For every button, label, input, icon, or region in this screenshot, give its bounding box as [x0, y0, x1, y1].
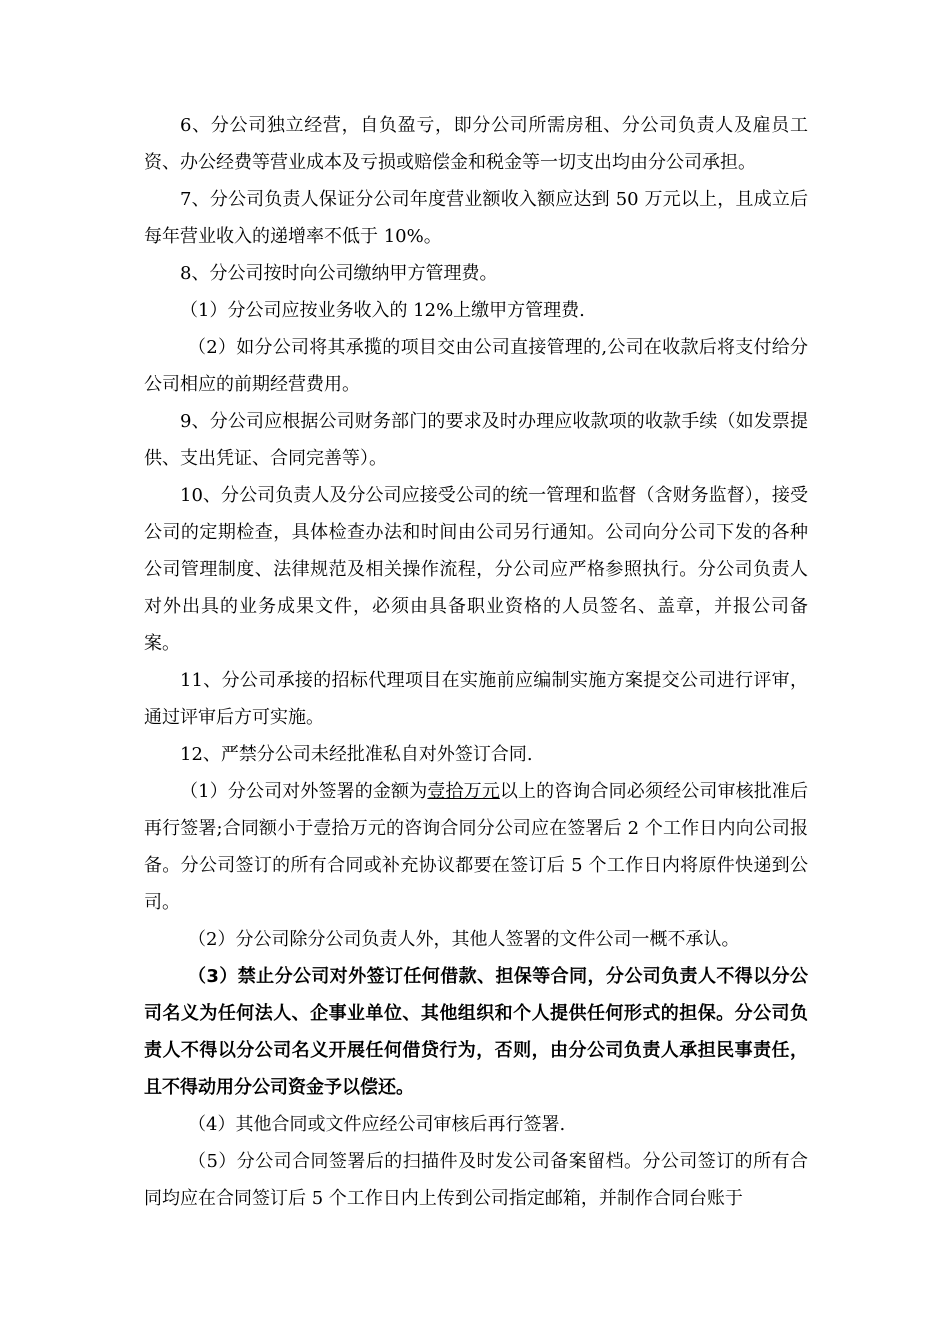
document-body [144, 107, 808, 1217]
paragraph-12-item-1 [144, 773, 808, 921]
paragraph-12-item-3: （3）禁止分公司对外签订任何借款、担保等合同，分公司负责人不得以分公司名义为任何法人、企事业单位、其他组织和个人提供任何形式的担保。分公司负责人不得以分公司名义开展任何借贷行为，否则，由分公司负责人承担民事责任，且不得动用分公司资金予以偿还。 [144, 966, 808, 1098]
amount-underlined: 壹拾万元 [427, 781, 500, 802]
paragraph-12-item-1-before: （1）分公司对外签署的金额为 [180, 781, 428, 802]
paragraph-12-item-1-after: 以上的咨询合同必须经公司审核批准后再行签署;合同额小于壹拾万元的咨询合同分公司应在签署后 2 个工作日内向公司报备。分公司签订的所有合同或补充协议都要在签订后 5 个工作日内将原件快递到公司。 [144, 781, 809, 913]
paragraph-12: 12、严禁分公司未经批准私自对外签订合同. [180, 744, 533, 765]
paragraph-10: 10、分公司负责人及分公司应接受公司的统一管理和监督（含财务监督），接受公司的定期检查，具体检查办法和时间由公司另行通知。公司向分公司下发的各种公司管理制度、法律规范及相关操作流程，分公司应严格参照执行。分公司负责人对外出具的业务成果文件，必须由具备职业资格的人员签名、盖章，并报公司备案。 [144, 485, 808, 654]
paragraph-8: 8、分公司按时向公司缴纳甲方管理费。 [180, 263, 498, 284]
paragraph-11: 11、分公司承接的招标代理项目在实施前应编制实施方案提交公司进行评审，通过评审后方可实施。 [144, 670, 808, 728]
paragraph-6: 6、分公司独立经营，自负盈亏，即分公司所需房租、分公司负责人及雇员工资、办公经费等营业成本及亏损或赔偿金和税金等一切支出均由分公司承担。 [144, 115, 808, 173]
paragraph-7: 7、分公司负责人保证分公司年度营业额收入额应达到 50 万元以上，且成立后每年营业收入的递增率不低于 10%。 [144, 189, 808, 247]
paragraph-9: 9、分公司应根据公司财务部门的要求及时办理应收款项的收款手续（如发票提供、支出凭证、合同完善等）。 [144, 411, 808, 469]
paragraph-12-item-2: （2）分公司除分公司负责人外，其他人签署的文件公司一概不承认。 [188, 929, 740, 950]
paragraph-12-item-4: （4）其他合同或文件应经公司审核后再行签署. [188, 1114, 566, 1135]
paragraph-12-item-5: （5）分公司合同签署后的扫描件及时发公司备案留档。分公司签订的所有合同均应在合同签订后 5 个工作日内上传到公司指定邮箱，并制作合同台账于 [144, 1151, 808, 1209]
paragraph-8-item-1: （1）分公司应按业务收入的 12%上缴甲方管理费. [180, 300, 585, 321]
paragraph-8-item-2: （2）如分公司将其承揽的项目交由公司直接管理的,公司在收款后将支付给分公司相应的前期经营费用。 [144, 337, 808, 395]
